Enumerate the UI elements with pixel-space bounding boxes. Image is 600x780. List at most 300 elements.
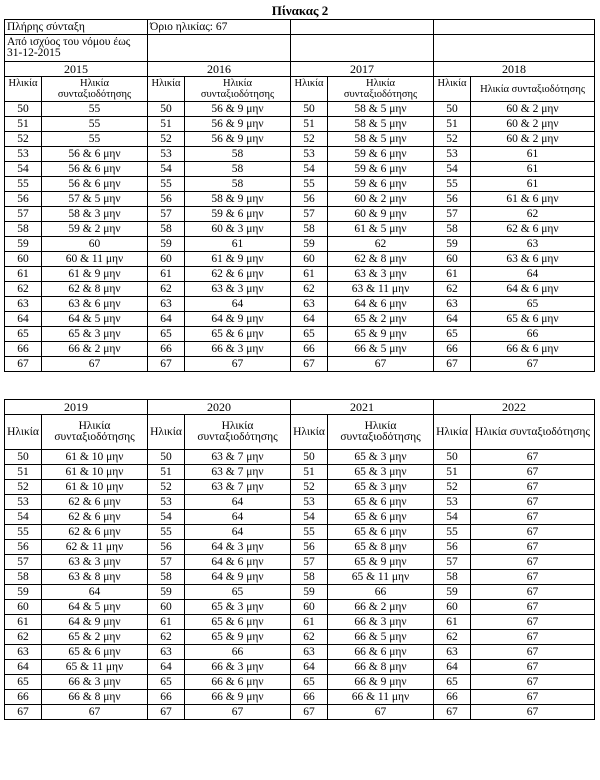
column-header-row: [5, 415, 595, 450]
age-cell: 53: [148, 147, 185, 162]
age-cell: 55: [148, 525, 185, 540]
table-row: [5, 297, 595, 312]
age-cell: 55: [434, 525, 471, 540]
pension-age-cell: 60 & 9 μην: [328, 207, 434, 222]
age-cell: 55: [291, 177, 328, 192]
age-cell: 51: [434, 117, 471, 132]
pension-age-cell: 63: [471, 237, 595, 252]
pension-age-cell: 65: [471, 297, 595, 312]
age-cell: 50: [5, 450, 42, 465]
pension-age-cell: 56 & 6 μην: [42, 162, 148, 177]
pension-age-cell: 67: [471, 600, 595, 615]
age-cell: 66: [434, 342, 471, 357]
age-cell: 58: [148, 222, 185, 237]
pension-age-cell: 66 & 9 μην: [328, 675, 434, 690]
col-age-header: Ηλικία: [291, 77, 328, 102]
age-cell: 51: [291, 465, 328, 480]
pension-age-cell: 59 & 6 μην: [328, 177, 434, 192]
empty-cell: [291, 20, 434, 35]
pension-age-cell: 67: [471, 525, 595, 540]
pension-age-cell: 65 & 6 μην: [42, 645, 148, 660]
pension-age-cell: 63 & 6 μην: [471, 252, 595, 267]
age-cell: 57: [148, 207, 185, 222]
pension-age-cell: 64 & 9 μην: [42, 615, 148, 630]
pension-age-cell: 64 & 9 μην: [185, 570, 291, 585]
pension-age-cell: 67: [471, 510, 595, 525]
age-cell: 52: [434, 480, 471, 495]
table-row: [5, 675, 595, 690]
table-row: [5, 222, 595, 237]
pension-age-cell: 66 & 11 μην: [328, 690, 434, 705]
age-cell: 53: [148, 495, 185, 510]
age-cell: 58: [434, 570, 471, 585]
age-cell: 50: [148, 450, 185, 465]
age-cell: 51: [5, 117, 42, 132]
effective-date-label: Από ισχύος του νόμου έως 31-12-2015: [5, 35, 148, 62]
pension-age-cell: 63 & 11 μην: [328, 282, 434, 297]
age-cell: 65: [434, 675, 471, 690]
age-cell: 61: [5, 615, 42, 630]
age-cell: 58: [5, 222, 42, 237]
age-cell: 67: [148, 357, 185, 372]
table-row: [5, 585, 595, 600]
age-cell: 53: [5, 495, 42, 510]
age-cell: 60: [148, 600, 185, 615]
age-cell: 55: [434, 177, 471, 192]
age-cell: 54: [5, 162, 42, 177]
pension-age-cell: 61: [185, 237, 291, 252]
table-row: [5, 570, 595, 585]
pension-age-cell: 64 & 3 μην: [185, 540, 291, 555]
age-cell: 52: [148, 132, 185, 147]
col-pension-header: Ηλικία συνταξιοδότησης: [42, 77, 148, 102]
year-header: 2016: [148, 62, 291, 77]
table-row: [5, 615, 595, 630]
age-cell: 58: [5, 570, 42, 585]
table-row: [5, 357, 595, 372]
pension-age-cell: 66 & 5 μην: [328, 630, 434, 645]
pension-age-cell: 62 & 6 μην: [471, 222, 595, 237]
year-header: 2017: [291, 62, 434, 77]
pension-age-cell: 66 & 3 μην: [185, 342, 291, 357]
col-age-header: Ηλικία: [434, 415, 471, 450]
age-cell: 55: [5, 177, 42, 192]
pension-age-cell: 66 & 3 μην: [42, 675, 148, 690]
pension-age-cell: 60: [42, 237, 148, 252]
age-cell: 60: [434, 600, 471, 615]
age-cell: 67: [5, 357, 42, 372]
table-row: [5, 645, 595, 660]
age-cell: 62: [291, 630, 328, 645]
pension-age-cell: 65 & 6 μην: [471, 312, 595, 327]
col-pension-header: Ηλικία συνταξιοδότησης: [471, 415, 595, 450]
pension-age-cell: 66 & 9 μην: [185, 690, 291, 705]
age-cell: 57: [434, 207, 471, 222]
pension-age-cell: 67: [471, 495, 595, 510]
pension-age-cell: 58 & 5 μην: [328, 132, 434, 147]
age-cell: 53: [434, 147, 471, 162]
col-pension-header: Ηλικία συνταξιοδότησης: [328, 415, 434, 450]
age-cell: 64: [148, 312, 185, 327]
age-cell: 67: [5, 705, 42, 720]
pension-age-cell: 67: [471, 645, 595, 660]
age-cell: 65: [291, 327, 328, 342]
pension-age-cell: 58 & 5 μην: [328, 102, 434, 117]
pension-age-cell: 62 & 6 μην: [42, 495, 148, 510]
pension-age-cell: 65 & 11 μην: [328, 570, 434, 585]
pension-age-cell: 62 & 8 μην: [42, 282, 148, 297]
pension-age-cell: 66: [328, 585, 434, 600]
pension-age-cell: 63 & 3 μην: [328, 267, 434, 282]
pension-age-cell: 57 & 5 μην: [42, 192, 148, 207]
pension-age-cell: 67: [471, 705, 595, 720]
age-cell: 54: [148, 162, 185, 177]
age-cell: 66: [148, 342, 185, 357]
col-age-header: Ηλικία: [5, 77, 42, 102]
age-cell: 63: [148, 645, 185, 660]
age-cell: 52: [148, 480, 185, 495]
age-cell: 63: [148, 297, 185, 312]
age-cell: 52: [434, 132, 471, 147]
age-cell: 62: [5, 630, 42, 645]
age-table-2019-2022: [4, 399, 595, 720]
age-cell: 58: [148, 570, 185, 585]
year-header-row: [5, 400, 595, 415]
age-cell: 51: [434, 465, 471, 480]
pension-age-cell: 56 & 9 μην: [185, 117, 291, 132]
pension-age-cell: 66 & 2 μην: [328, 600, 434, 615]
pension-age-cell: 67: [471, 450, 595, 465]
table-row: [5, 117, 595, 132]
age-cell: 56: [5, 192, 42, 207]
age-cell: 66: [5, 690, 42, 705]
pension-age-cell: 58: [185, 147, 291, 162]
pension-age-cell: 63 & 7 μην: [185, 450, 291, 465]
pension-age-cell: 60 & 3 μην: [185, 222, 291, 237]
age-cell: 66: [434, 690, 471, 705]
col-pension-header: Ηλικία συνταξιοδότησης: [185, 77, 291, 102]
table-row: [5, 102, 595, 117]
pension-age-cell: 58 & 3 μην: [42, 207, 148, 222]
age-cell: 58: [434, 222, 471, 237]
pension-age-cell: 65 & 8 μην: [328, 540, 434, 555]
age-cell: 58: [291, 222, 328, 237]
pension-age-cell: 55: [42, 132, 148, 147]
col-age-header: Ηλικία: [148, 415, 185, 450]
age-cell: 56: [148, 540, 185, 555]
pension-age-cell: 67: [185, 357, 291, 372]
age-cell: 52: [291, 480, 328, 495]
year-header: 2021: [291, 400, 434, 415]
pension-age-cell: 67: [471, 690, 595, 705]
pension-age-cell: 67: [328, 357, 434, 372]
pension-age-cell: 61: [471, 177, 595, 192]
age-cell: 57: [291, 207, 328, 222]
table-row: [5, 495, 595, 510]
pension-age-cell: 64 & 5 μην: [42, 600, 148, 615]
age-cell: 63: [434, 645, 471, 660]
age-cell: 54: [434, 162, 471, 177]
pension-age-cell: 64: [185, 510, 291, 525]
pension-age-cell: 65 & 3 μην: [185, 600, 291, 615]
pension-age-cell: 63 & 7 μην: [185, 480, 291, 495]
age-cell: 60: [148, 252, 185, 267]
year-header: 2015: [5, 62, 148, 77]
pension-age-cell: 63 & 8 μην: [42, 570, 148, 585]
age-cell: 61: [5, 267, 42, 282]
pension-age-cell: 65 & 6 μην: [328, 495, 434, 510]
age-cell: 66: [5, 342, 42, 357]
table-row: [5, 705, 595, 720]
age-cell: 61: [434, 615, 471, 630]
age-cell: 65: [148, 675, 185, 690]
age-cell: 50: [291, 450, 328, 465]
age-cell: 56: [291, 192, 328, 207]
pension-age-cell: 66 & 2 μην: [42, 342, 148, 357]
page-title: Πίνακας 2: [271, 3, 329, 18]
age-cell: 54: [291, 510, 328, 525]
age-cell: 60: [291, 600, 328, 615]
age-cell: 56: [434, 540, 471, 555]
age-cell: 52: [5, 132, 42, 147]
pension-age-cell: 65 & 3 μην: [42, 327, 148, 342]
pension-age-cell: 66 & 8 μην: [42, 690, 148, 705]
age-cell: 66: [291, 342, 328, 357]
table-row: [5, 327, 595, 342]
age-cell: 59: [5, 585, 42, 600]
age-cell: 55: [291, 525, 328, 540]
pension-age-cell: 63 & 7 μην: [185, 465, 291, 480]
info-row: [5, 20, 595, 35]
pension-age-cell: 66 & 3 μην: [328, 615, 434, 630]
pension-age-cell: 58: [185, 177, 291, 192]
age-cell: 50: [434, 102, 471, 117]
pension-age-cell: 60 & 2 μην: [471, 102, 595, 117]
pension-age-cell: 66 & 3 μην: [185, 660, 291, 675]
age-cell: 65: [434, 327, 471, 342]
pension-age-cell: 60 & 2 μην: [471, 132, 595, 147]
pension-age-cell: 56 & 9 μην: [185, 102, 291, 117]
age-cell: 51: [291, 117, 328, 132]
table-row: [5, 525, 595, 540]
pension-age-cell: 64: [185, 525, 291, 540]
age-cell: 55: [148, 177, 185, 192]
column-header-row: [5, 77, 595, 102]
pension-age-cell: 65 & 6 μην: [185, 327, 291, 342]
age-cell: 53: [291, 147, 328, 162]
table-row: [5, 600, 595, 615]
year-header: 2018: [434, 62, 595, 77]
age-cell: 64: [5, 312, 42, 327]
age-cell: 62: [434, 282, 471, 297]
table-row: [5, 162, 595, 177]
pension-age-cell: 62: [328, 237, 434, 252]
table-row: [5, 252, 595, 267]
pension-age-cell: 66: [471, 327, 595, 342]
pension-age-cell: 67: [471, 555, 595, 570]
age-cell: 57: [5, 207, 42, 222]
age-cell: 61: [291, 615, 328, 630]
age-cell: 67: [434, 705, 471, 720]
age-cell: 55: [5, 525, 42, 540]
pension-age-cell: 66 & 6 μην: [328, 645, 434, 660]
age-cell: 54: [434, 510, 471, 525]
col-age-header: Ηλικία: [291, 415, 328, 450]
pension-age-cell: 63 & 3 μην: [185, 282, 291, 297]
col-pension-header: Ηλικία συνταξιοδότησης: [42, 415, 148, 450]
age-cell: 59: [148, 585, 185, 600]
pension-age-cell: 62 & 6 μην: [42, 525, 148, 540]
age-cell: 51: [5, 465, 42, 480]
pension-age-cell: 61 & 5 μην: [328, 222, 434, 237]
age-cell: 66: [291, 690, 328, 705]
pension-age-cell: 65 & 2 μην: [42, 630, 148, 645]
age-cell: 56: [434, 192, 471, 207]
pension-age-cell: 61 & 9 μην: [185, 252, 291, 267]
pension-age-cell: 66 & 8 μην: [328, 660, 434, 675]
age-cell: 65: [148, 327, 185, 342]
pension-age-cell: 67: [471, 480, 595, 495]
age-cell: 61: [148, 267, 185, 282]
age-cell: 65: [291, 675, 328, 690]
pension-age-cell: 63 & 3 μην: [42, 555, 148, 570]
pension-age-cell: 65 & 3 μην: [328, 465, 434, 480]
age-cell: 51: [148, 465, 185, 480]
pension-age-cell: 64 & 9 μην: [185, 312, 291, 327]
pension-age-cell: 64: [185, 495, 291, 510]
pension-age-cell: 65 & 6 μην: [328, 525, 434, 540]
pension-age-cell: 65 & 9 μην: [328, 327, 434, 342]
pension-age-cell: 67: [471, 540, 595, 555]
age-cell: 56: [291, 540, 328, 555]
age-cell: 63: [5, 297, 42, 312]
table-row: [5, 192, 595, 207]
pension-age-cell: 58 & 5 μην: [328, 117, 434, 132]
pension-age-cell: 64 & 6 μην: [185, 555, 291, 570]
table-row: [5, 510, 595, 525]
pension-age-cell: 65 & 6 μην: [328, 510, 434, 525]
pension-age-cell: 66 & 6 μην: [185, 675, 291, 690]
table-row: [5, 267, 595, 282]
age-cell: 61: [434, 267, 471, 282]
age-cell: 53: [5, 147, 42, 162]
pension-age-cell: 61: [471, 147, 595, 162]
year-header: 2020: [148, 400, 291, 415]
pension-age-cell: 67: [471, 615, 595, 630]
age-cell: 60: [291, 252, 328, 267]
table-row: [5, 312, 595, 327]
table-row: [5, 690, 595, 705]
age-cell: 64: [291, 660, 328, 675]
col-pension-header: Ηλικία συνταξιοδότησης: [328, 77, 434, 102]
empty-cell: [148, 35, 291, 62]
age-cell: 67: [434, 357, 471, 372]
table-row: [5, 177, 595, 192]
pension-age-cell: 60 & 2 μην: [328, 192, 434, 207]
pension-age-cell: 66 & 6 μην: [471, 342, 595, 357]
age-cell: 61: [148, 615, 185, 630]
table-row: [5, 480, 595, 495]
age-cell: 59: [291, 585, 328, 600]
age-cell: 59: [434, 237, 471, 252]
effective-row: [5, 35, 595, 62]
age-cell: 57: [5, 555, 42, 570]
pension-age-cell: 67: [328, 705, 434, 720]
pension-age-cell: 61: [471, 162, 595, 177]
pension-age-cell: 67: [185, 705, 291, 720]
age-cell: 65: [5, 327, 42, 342]
pension-age-cell: 67: [471, 660, 595, 675]
pension-age-cell: 55: [42, 102, 148, 117]
year-header: 2019: [5, 400, 148, 415]
age-cell: 67: [291, 357, 328, 372]
pension-age-cell: 61 & 10 μην: [42, 465, 148, 480]
pension-age-cell: 64: [185, 297, 291, 312]
table-row: [5, 450, 595, 465]
pension-age-cell: 59 & 6 μην: [328, 162, 434, 177]
age-cell: 57: [434, 555, 471, 570]
pension-age-cell: 65 & 3 μην: [328, 450, 434, 465]
pension-age-cell: 64 & 6 μην: [471, 282, 595, 297]
pension-age-cell: 56 & 6 μην: [42, 147, 148, 162]
age-cell: 51: [148, 117, 185, 132]
pension-age-cell: 65 & 9 μην: [328, 555, 434, 570]
pension-age-cell: 61 & 10 μην: [42, 450, 148, 465]
age-cell: 60: [434, 252, 471, 267]
age-table-2015-2018: [4, 19, 595, 372]
age-cell: 56: [5, 540, 42, 555]
age-cell: 60: [5, 600, 42, 615]
pension-age-cell: 59 & 6 μην: [185, 207, 291, 222]
table-row: [5, 132, 595, 147]
empty-cell: [291, 35, 434, 62]
age-cell: 54: [5, 510, 42, 525]
pension-age-cell: 67: [471, 357, 595, 372]
age-cell: 62: [291, 282, 328, 297]
age-cell: 59: [434, 585, 471, 600]
age-cell: 64: [5, 660, 42, 675]
pension-age-cell: 67: [471, 570, 595, 585]
table-row: [5, 147, 595, 162]
pension-age-cell: 56 & 9 μην: [185, 132, 291, 147]
age-cell: 54: [291, 162, 328, 177]
table-row: [5, 282, 595, 297]
table-row: [5, 237, 595, 252]
table-row: [5, 630, 595, 645]
age-cell: 54: [148, 510, 185, 525]
age-cell: 50: [148, 102, 185, 117]
age-cell: 64: [434, 312, 471, 327]
table-row: [5, 660, 595, 675]
pension-age-cell: 55: [42, 117, 148, 132]
age-cell: 62: [5, 282, 42, 297]
pension-age-cell: 58: [185, 162, 291, 177]
age-cell: 63: [291, 297, 328, 312]
table-row: [5, 540, 595, 555]
col-pension-header: Ηλικία συνταξιοδότησης: [185, 415, 291, 450]
age-cell: 67: [291, 705, 328, 720]
pension-age-cell: 56 & 6 μην: [42, 177, 148, 192]
pension-age-cell: 61 & 10 μην: [42, 480, 148, 495]
age-cell: 52: [5, 480, 42, 495]
pension-age-cell: 62 & 6 μην: [185, 267, 291, 282]
age-cell: 61: [291, 267, 328, 282]
age-cell: 58: [291, 570, 328, 585]
age-cell: 64: [148, 660, 185, 675]
table-row: [5, 342, 595, 357]
pension-age-cell: 65 & 6 μην: [185, 615, 291, 630]
empty-cell: [434, 35, 595, 62]
